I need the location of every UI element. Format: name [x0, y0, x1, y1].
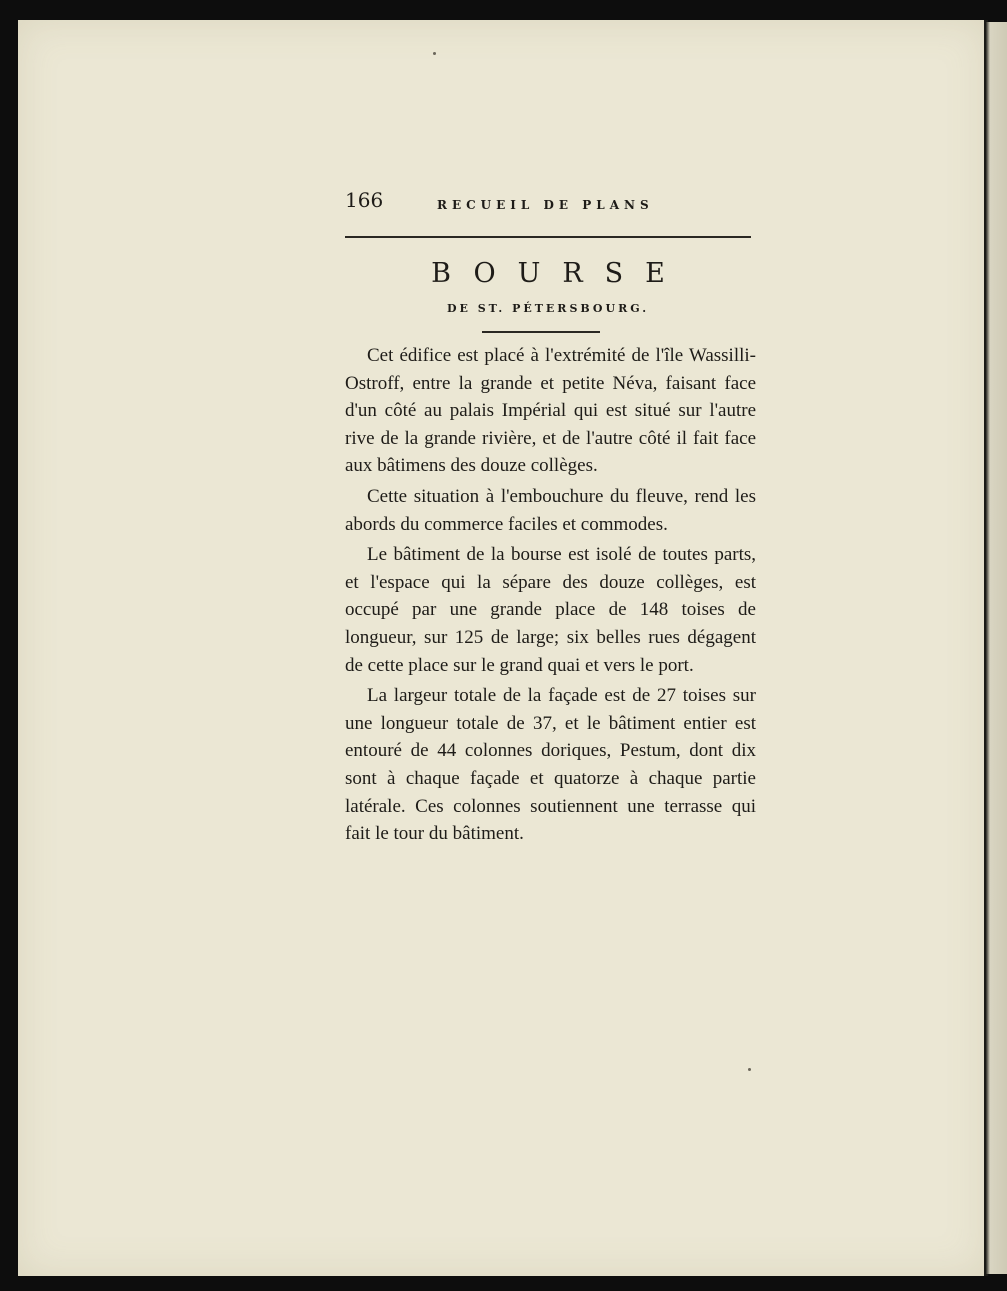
- section-subtitle: DE ST. PÉTERSBOURG.: [446, 302, 650, 315]
- page-number: 166: [345, 188, 384, 212]
- paper-speck: [748, 1068, 751, 1071]
- title-rule: [482, 331, 600, 333]
- paragraph: Le bâtiment de la bourse est isolé de toutes parts, et l'espace qui la sépare des douze collèges, est occupé par une grande place de 148 toises de longueur, sur 125 de large; six belles rues dégagent de cette place sur le grand quai et vers le port.: [345, 544, 756, 676]
- running-head: RECUEIL DE PLANS: [437, 198, 654, 212]
- header-rule: [345, 236, 751, 238]
- paragraph: Cette situation à l'embouchure du fleuve, rend les abords du commerce faciles et commodes.: [345, 485, 756, 535]
- paper-speck: [433, 52, 436, 55]
- body-text: [345, 342, 756, 848]
- facing-page-edge: [986, 22, 1007, 1274]
- paragraph: Cet édifice est placé à l'extrémité de l'île Wassilli-Ostroff, entre la grande et petite Néva, faisant face d'un côté au palais Impérial qui est situé sur l'autre rive de la grande rivière, et de l'autre côté il fait face aux bâtimens des douze collèges.: [345, 345, 756, 477]
- section-title: BOURSE: [431, 258, 687, 289]
- paragraph: La largeur totale de la façade est de 27 toises sur une longueur totale de 37, et le bâtiment entier est entouré de 44 colonnes doriques, Pestum, dont dix sont à chaque façade et quatorze à chaque partie latérale. Ces colonnes soutiennent une terrasse qui fait le tour du bâtiment.: [345, 685, 756, 845]
- page-header: [345, 188, 751, 218]
